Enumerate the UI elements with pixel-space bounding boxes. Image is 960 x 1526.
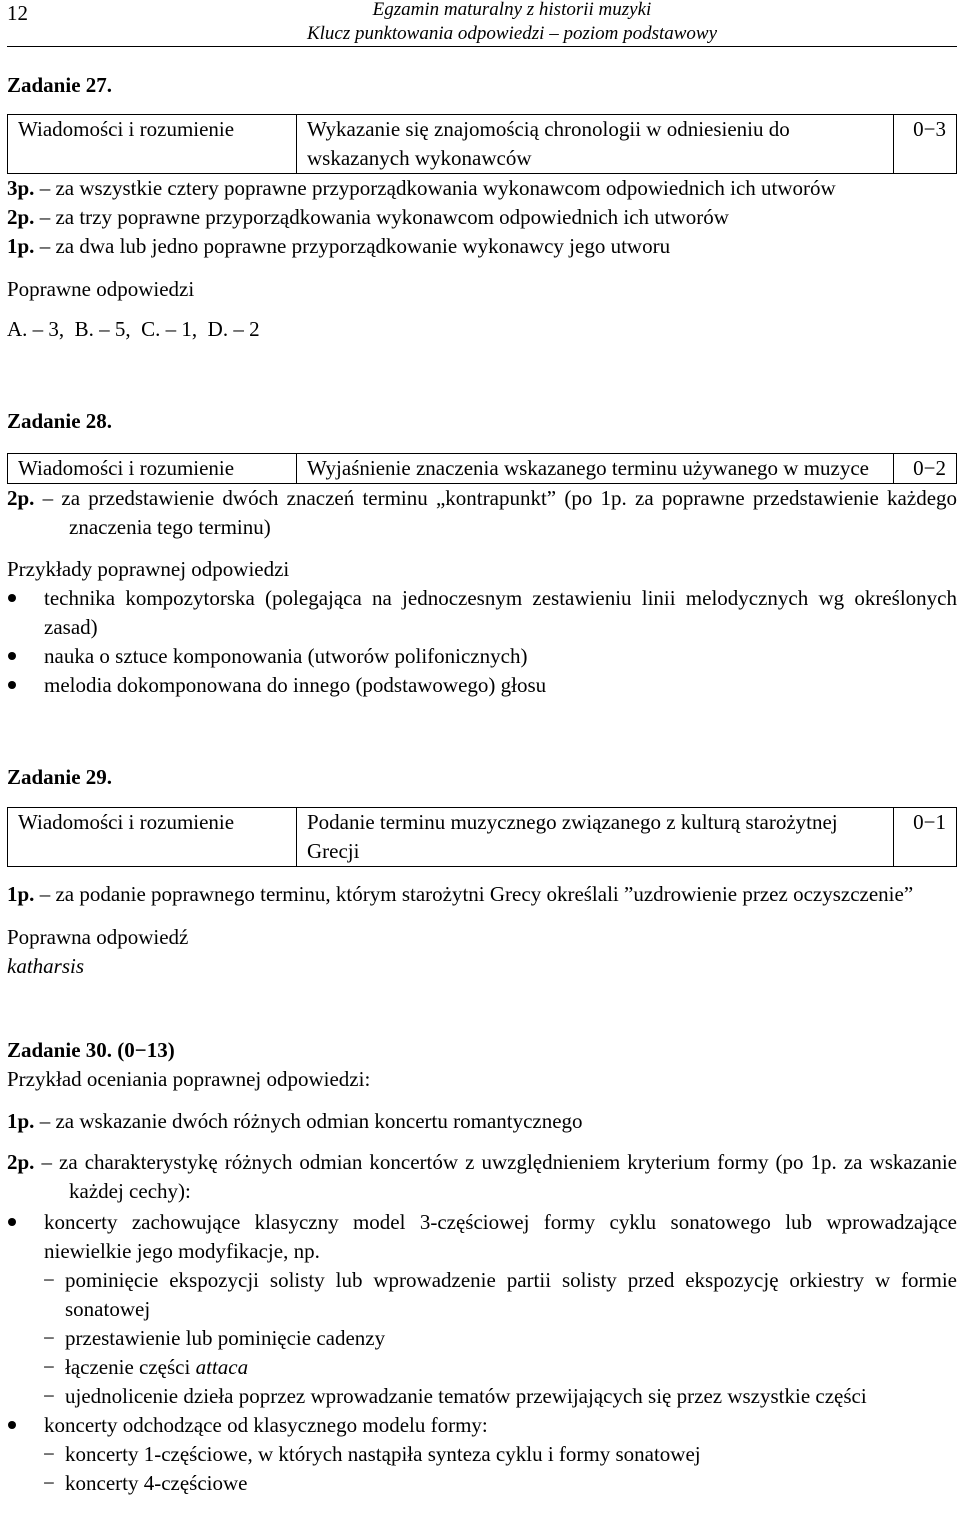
task-title: Zadanie 30. (0−13) [7,1038,175,1062]
sub-list-item: − pominięcie ekspozycji solisty lub wprowadzenie partii solisty przed ekspozycję orkiestry w formie sonatowej [7,1266,957,1324]
sub-list-item: − przestawienie lub pominięcie cadenzy [7,1324,957,1353]
header-title-line2: Klucz punktowania odpowiedzi – poziom podstawowy [306,23,718,44]
criteria-requirement: Wykazanie się znajomością chronologii w odniesieniu do wskazanych wykonawców [297,115,894,174]
example-label: Przykład oceniania poprawnej odpowiedzi: [7,1067,371,1091]
sub-list-item: − ujednolicenie dzieła poprzez wprowadzanie tematów przewijających się przez wszystkie części [7,1382,957,1411]
criteria-area: Wiadomości i rozumienie [8,808,297,867]
examples-label: Przykłady poprawnej odpowiedzi [7,557,290,581]
scoring-list [7,174,957,261]
list-item: technika kompozytorska (polegająca na jednoczesnym zestawieniu linii melodycznych wg określonych zasad) [7,584,957,642]
answers-label: Poprawne odpowiedzi [7,277,195,301]
task-29 [7,763,957,981]
scoring-item: 3p. – za wszystkie cztery poprawne przyporządkowania wykonawcom odpowiednich ich utworów [7,176,836,200]
scoring-item: 1p. – za podanie poprawnego terminu, którym starożytni Grecy określali ”uzdrowienie przez oczyszczenie” [7,882,914,906]
task-title: Zadanie 28. [7,409,113,433]
scoring-item: 2p. – za charakterystykę różnych odmian koncertów z uwzględnieniem kryterium formy (po 1p. za wskazanie każdej cechy): [7,1150,957,1203]
list-item: koncerty zachowujące klasyczny model 3-częściowej formy cyklu sonatowego lub wprowadzające niewielkie jego modyfikacje, np. − pominięcie ekspozycji solisty lub wprowadzenie partii solisty przed ekspozycję orkiestry w formie sonatowej − przestawienie lub pominięcie cadenzy − łączenie części attaca − ujednolicenie dzieła poprzez wprowadzanie tematów przewijających się przez wszystkie części [7,1208,957,1411]
scoring-item: 2p. – za przedstawienie dwóch znaczeń terminu „kontrapunkt” (po 1p. za poprawne przedstawienie każdego znaczenia tego terminu) [7,486,958,539]
task-28 [7,407,957,700]
characteristics-list [7,1208,957,1498]
task-27 [7,71,957,344]
task-title: Zadanie 27. [7,73,113,97]
criteria-area: Wiadomości i rozumienie [8,115,297,174]
examples-list [7,584,957,700]
task-30 [7,1036,957,1498]
criteria-table [7,453,957,484]
task-title: Zadanie 29. [7,765,113,789]
scoring-item: 2p. – za trzy poprawne przyporządkowania wykonawcom odpowiednich ich utworów [7,205,729,229]
sub-list-item: − łączenie części attaca [7,1353,957,1382]
page-number: 12 [7,1,28,25]
sub-list [7,1266,957,1411]
list-item: koncerty odchodzące od klasycznego modelu formy: − koncerty 1-częściowe, w których nastąpiła synteza cyklu i formy sonatowej − koncerty 4-częściowe [7,1411,957,1498]
page [7,0,958,1495]
criteria-range: 0−3 [894,115,957,174]
answer-label: Poprawna odpowiedź [7,925,189,949]
criteria-requirement: Wyjaśnienie znaczenia wskazanego terminu używanego w muzyce [297,454,894,484]
header-titles [7,0,957,46]
list-item: nauka o sztuce komponowania (utworów polifonicznych) [7,642,957,671]
sub-list-item: − koncerty 1-częściowe, w których nastąpiła synteza cyklu i formy sonatowej [7,1440,957,1469]
criteria-table [7,114,957,174]
criteria-range: 0−2 [894,454,957,484]
criteria-range: 0−1 [894,808,957,867]
scoring-item: 1p. – za wskazanie dwóch różnych odmian koncertu romantycznego [7,1109,583,1133]
sub-list-item: − koncerty 4-częściowe [7,1469,957,1498]
scoring-item: 1p. – za dwa lub jedno poprawne przyporządkowanie wykonawcy jego utworu [7,234,671,258]
sub-list [7,1440,957,1498]
criteria-requirement: Podanie terminu muzycznego związanego z kulturą starożytnej Grecji [297,808,894,867]
page-header [7,0,957,47]
criteria-area: Wiadomości i rozumienie [8,454,297,484]
answers: A. – 3, B. – 5, C. – 1, D. – 2 [7,317,260,341]
header-title-line1: Egzamin maturalny z historii muzyki [372,0,652,20]
criteria-table [7,807,957,867]
list-item: melodia dokomponowana do innego (podstawowego) głosu [7,671,957,700]
answer: katharsis [7,954,85,978]
